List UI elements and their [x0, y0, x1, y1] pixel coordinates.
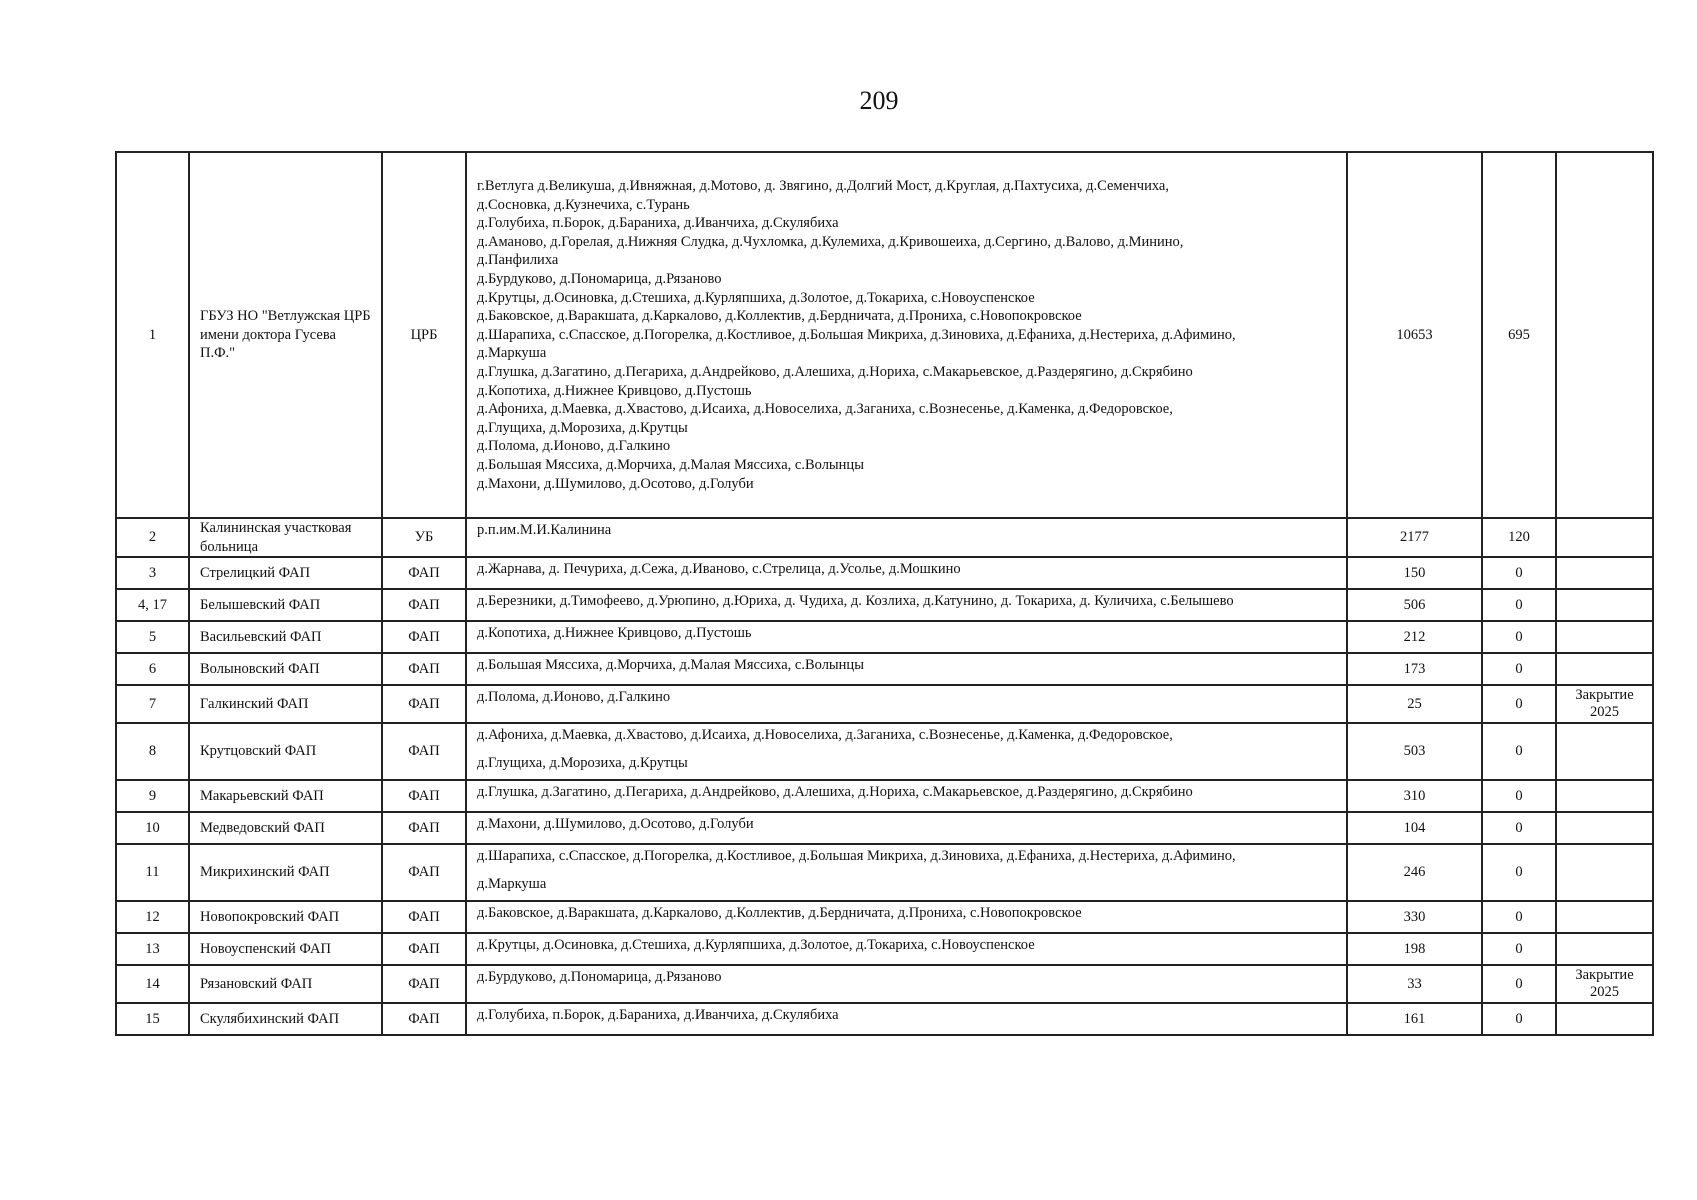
- facility-type-cell: ФАП: [382, 812, 466, 844]
- note-cell: [1556, 557, 1653, 589]
- population-cell: 246: [1347, 844, 1482, 901]
- note-cell: [1556, 621, 1653, 653]
- table-row: [116, 812, 1653, 844]
- note-cell: [1556, 518, 1653, 557]
- table-row: [116, 589, 1653, 621]
- settlements-cell: [466, 780, 1347, 812]
- note-cell: [1556, 780, 1653, 812]
- capacity-cell: 0: [1482, 653, 1556, 685]
- settlement-line: д.Аманово, д.Горелая, д.Нижняя Слудка, д.Чухломка, д.Кулемиха, д.Кривошеиха, д.Сергино, д.Валово, д.Минино,: [477, 233, 1184, 250]
- row-number-cell: 15: [116, 1003, 189, 1035]
- settlement-line: д.Афониха, д.Маевка, д.Хвастово, д.Исаиха, д.Новоселиха, д.Заганиха, с.Вознесенье, д.Каменка, д.Федоровское,: [477, 727, 1173, 744]
- settlement-line: д.Крутцы, д.Осиновка, д.Стешиха, д.Курляпшиха, д.Золотое, д.Токариха, с.Новоуспенское: [477, 937, 1035, 954]
- row-number-cell: 10: [116, 812, 189, 844]
- settlement-line: д.Афониха, д.Маевка, д.Хвастово, д.Исаиха, д.Новоселиха, д.Заганиха, с.Вознесенье, д.Каменка, д.Федоровское,: [477, 401, 1173, 418]
- row-number-cell: 11: [116, 844, 189, 901]
- settlement-line: д.Махони, д.Шумилово, д.Осотово, д.Голуби: [477, 816, 754, 833]
- settlement-line: д.Махони, д.Шумилово, д.Осотово, д.Голуби: [477, 475, 754, 492]
- settlements-cell: [466, 723, 1347, 780]
- population-cell: 150: [1347, 557, 1482, 589]
- capacity-cell: 0: [1482, 933, 1556, 965]
- facility-type-cell: ФАП: [382, 723, 466, 780]
- facility-name-cell: Крутцовский ФАП: [189, 723, 382, 780]
- row-number-cell: 6: [116, 653, 189, 685]
- table-row: [116, 780, 1653, 812]
- row-number-cell: 2: [116, 518, 189, 557]
- settlements-cell: [466, 933, 1347, 965]
- settlement-line: д.Сосновка, д.Кузнечиха, с.Турань: [477, 196, 690, 213]
- population-cell: 310: [1347, 780, 1482, 812]
- note-cell: [1556, 589, 1653, 621]
- note-text: Закрытие 2025: [1575, 967, 1634, 1001]
- facility-name-cell: ГБУЗ НО "Ветлужская ЦРБ имени доктора Гусева П.Ф.": [189, 152, 382, 518]
- page-number: 209: [859, 86, 899, 115]
- capacity-cell: 0: [1482, 723, 1556, 780]
- table-row: [116, 653, 1653, 685]
- note-cell: [1556, 812, 1653, 844]
- row-number-cell: 5: [116, 621, 189, 653]
- settlements-cell: [466, 653, 1347, 685]
- facility-name-cell: Волыновский ФАП: [189, 653, 382, 685]
- table-row: [116, 723, 1653, 780]
- capacity-cell: 0: [1482, 901, 1556, 933]
- facility-name-cell: Белышевский ФАП: [189, 589, 382, 621]
- settlement-line: д.Полома, д.Ионово, д.Галкино: [477, 689, 671, 706]
- settlement-line: д.Бурдуково, д.Пономарица, д.Рязаново: [477, 969, 722, 986]
- population-cell: 161: [1347, 1003, 1482, 1035]
- row-number-cell: 1: [116, 152, 189, 518]
- note-cell: [1556, 685, 1653, 723]
- capacity-cell: 120: [1482, 518, 1556, 557]
- settlement-line: г.Ветлуга д.Великуша, д.Ивняжная, д.Мотово, д. Звягино, д.Долгий Мост, д.Круглая, д.Пахтусиха, д.Семенчиха,: [477, 178, 1169, 194]
- settlement-line: д.Полома, д.Ионово, д.Галкино: [477, 438, 671, 455]
- note-text: Закрытие 2025: [1575, 687, 1634, 721]
- settlement-line: д.Баковское, д.Варакшата, д.Каркалово, д.Коллектив, д.Бердничата, д.Прониха, с.Новопокровское: [477, 308, 1082, 325]
- population-cell: 212: [1347, 621, 1482, 653]
- facility-type-cell: ЦРБ: [382, 152, 466, 518]
- population-cell: 330: [1347, 901, 1482, 933]
- row-number-cell: 14: [116, 965, 189, 1003]
- capacity-cell: 0: [1482, 589, 1556, 621]
- settlement-line: д.Крутцы, д.Осиновка, д.Стешиха, д.Курляпшиха, д.Золотое, д.Токариха, с.Новоуспенское: [477, 289, 1035, 306]
- facility-type-cell: ФАП: [382, 653, 466, 685]
- facility-name-cell: Новоуспенский ФАП: [189, 933, 382, 965]
- population-cell: 198: [1347, 933, 1482, 965]
- settlement-line: д.Жарнава, д. Печуриха, д.Сежа, д.Иваново, с.Стрелица, д.Усолье, д.Мошкино: [477, 561, 961, 578]
- note-cell: [1556, 933, 1653, 965]
- facility-type-cell: ФАП: [382, 589, 466, 621]
- table-row: [116, 933, 1653, 965]
- population-cell: 10653: [1347, 152, 1482, 518]
- settlement-line: д.Глущиха, д.Морозиха, д.Крутцы: [477, 754, 688, 771]
- capacity-cell: 0: [1482, 621, 1556, 653]
- settlements-cell: [466, 621, 1347, 653]
- settlement-line: р.п.им.М.И.Калинина: [477, 522, 612, 538]
- facility-type-cell: ФАП: [382, 901, 466, 933]
- facility-name-cell: Новопокровский ФАП: [189, 901, 382, 933]
- facility-type-cell: ФАП: [382, 844, 466, 901]
- settlement-line: д.Шарапиха, с.Спасское, д.Погорелка, д.Костливое, д.Большая Микриха, д.Зиновиха, д.Ефаниха, д.Нестериха, д.Афимино,: [477, 326, 1236, 343]
- settlement-line: д.Бурдуково, д.Пономарица, д.Рязаново: [477, 270, 722, 287]
- capacity-cell: 0: [1482, 780, 1556, 812]
- population-cell: 173: [1347, 653, 1482, 685]
- population-cell: 503: [1347, 723, 1482, 780]
- settlement-line: д.Глущиха, д.Морозиха, д.Крутцы: [477, 419, 688, 436]
- table-row: [116, 1003, 1653, 1035]
- facility-type-cell: ФАП: [382, 1003, 466, 1035]
- facility-type-cell: ФАП: [382, 780, 466, 812]
- table-row: [116, 685, 1653, 723]
- row-number-cell: 4, 17: [116, 589, 189, 621]
- settlement-line: д.Большая Мяссиха, д.Морчиха, д.Малая Мяссиха, с.Волынцы: [477, 456, 864, 473]
- facility-name-cell: Микрихинский ФАП: [189, 844, 382, 901]
- table-row: [116, 518, 1653, 557]
- facility-type-cell: ФАП: [382, 621, 466, 653]
- table-row: [116, 965, 1653, 1003]
- note-cell: [1556, 1003, 1653, 1035]
- population-cell: 506: [1347, 589, 1482, 621]
- settlement-line: д.Панфилиха: [477, 252, 559, 269]
- settlements-cell: [466, 518, 1347, 557]
- capacity-cell: 0: [1482, 844, 1556, 901]
- settlements-cell: [466, 589, 1347, 621]
- settlements-cell: [466, 557, 1347, 589]
- settlement-line: д.Копотиха, д.Нижнее Кривцово, д.Пустошь: [477, 625, 752, 642]
- note-cell: [1556, 723, 1653, 780]
- settlement-line: д.Глушка, д.Загатино, д.Пегариха, д.Андрейково, д.Алешиха, д.Нориха, с.Макарьевское, д.Раздерягино, д.Скрябино: [477, 784, 1193, 801]
- capacity-cell: 0: [1482, 1003, 1556, 1035]
- row-number-cell: 9: [116, 780, 189, 812]
- row-number-cell: 3: [116, 557, 189, 589]
- population-cell: 25: [1347, 685, 1482, 723]
- facility-type-cell: ФАП: [382, 685, 466, 723]
- facility-name-cell: Скулябихинский ФАП: [189, 1003, 382, 1035]
- settlement-line: д.Маркуша: [477, 345, 547, 362]
- capacity-cell: 0: [1482, 557, 1556, 589]
- facility-type-cell: ФАП: [382, 965, 466, 1003]
- facility-name-cell: Медведовский ФАП: [189, 812, 382, 844]
- note-cell: [1556, 152, 1653, 518]
- settlement-line: д.Глушка, д.Загатино, д.Пегариха, д.Андрейково, д.Алешиха, д.Нориха, с.Макарьевское, д.Раздерягино, д.Скрябино: [477, 363, 1193, 380]
- population-cell: 2177: [1347, 518, 1482, 557]
- facility-type-cell: ФАП: [382, 933, 466, 965]
- capacity-cell: 0: [1482, 965, 1556, 1003]
- table-body: [116, 152, 1653, 1035]
- facility-type-cell: УБ: [382, 518, 466, 557]
- settlement-line: д.Шарапиха, с.Спасское, д.Погорелка, д.Костливое, д.Большая Микриха, д.Зиновиха, д.Ефаниха, д.Нестериха, д.Афимино,: [477, 848, 1236, 865]
- capacity-cell: 695: [1482, 152, 1556, 518]
- settlements-cell: [466, 685, 1347, 723]
- settlements-cell: [466, 812, 1347, 844]
- facilities-table: [115, 151, 1654, 1036]
- population-cell: 33: [1347, 965, 1482, 1003]
- settlement-line: д.Большая Мяссиха, д.Морчиха, д.Малая Мяссиха, с.Волынцы: [477, 657, 864, 674]
- capacity-cell: 0: [1482, 685, 1556, 723]
- settlement-line: д.Маркуша: [477, 875, 547, 892]
- facility-name-cell: Калининская участковая больница: [189, 518, 382, 557]
- settlement-line: д.Баковское, д.Варакшата, д.Каркалово, д.Коллектив, д.Бердничата, д.Прониха, с.Новопокровское: [477, 905, 1082, 922]
- population-cell: 104: [1347, 812, 1482, 844]
- row-number-cell: 7: [116, 685, 189, 723]
- settlements-cell: [466, 1003, 1347, 1035]
- facility-name-cell: Рязановский ФАП: [189, 965, 382, 1003]
- settlements-cell: [466, 152, 1347, 518]
- settlement-line: д.Голубиха, п.Борок, д.Бараниха, д.Иванчиха, д.Скулябиха: [477, 215, 839, 232]
- facility-name-cell: Стрелицкий ФАП: [189, 557, 382, 589]
- note-cell: [1556, 901, 1653, 933]
- capacity-cell: 0: [1482, 812, 1556, 844]
- table-row: [116, 152, 1653, 518]
- facility-name-cell: Макарьевский ФАП: [189, 780, 382, 812]
- settlements-cell: [466, 844, 1347, 901]
- note-cell: [1556, 653, 1653, 685]
- table-row: [116, 901, 1653, 933]
- settlement-line: д.Березники, д.Тимофеево, д.Урюпино, д.Юриха, д. Чудиха, д. Козлиха, д.Катунино, д. Токариха, д. Куличиха, с.Белышево: [477, 593, 1234, 610]
- facility-type-cell: ФАП: [382, 557, 466, 589]
- table-row: [116, 844, 1653, 901]
- settlement-line: д.Копотиха, д.Нижнее Кривцово, д.Пустошь: [477, 382, 752, 399]
- facility-name-cell: Васильевский ФАП: [189, 621, 382, 653]
- settlements-cell: [466, 965, 1347, 1003]
- note-cell: [1556, 844, 1653, 901]
- settlement-line: д.Голубиха, п.Борок, д.Бараниха, д.Иванчиха, д.Скулябиха: [477, 1007, 839, 1024]
- note-cell: [1556, 965, 1653, 1003]
- row-number-cell: 13: [116, 933, 189, 965]
- settlements-cell: [466, 901, 1347, 933]
- row-number-cell: 12: [116, 901, 189, 933]
- table-row: [116, 557, 1653, 589]
- table-row: [116, 621, 1653, 653]
- row-number-cell: 8: [116, 723, 189, 780]
- facility-name-cell: Галкинский ФАП: [189, 685, 382, 723]
